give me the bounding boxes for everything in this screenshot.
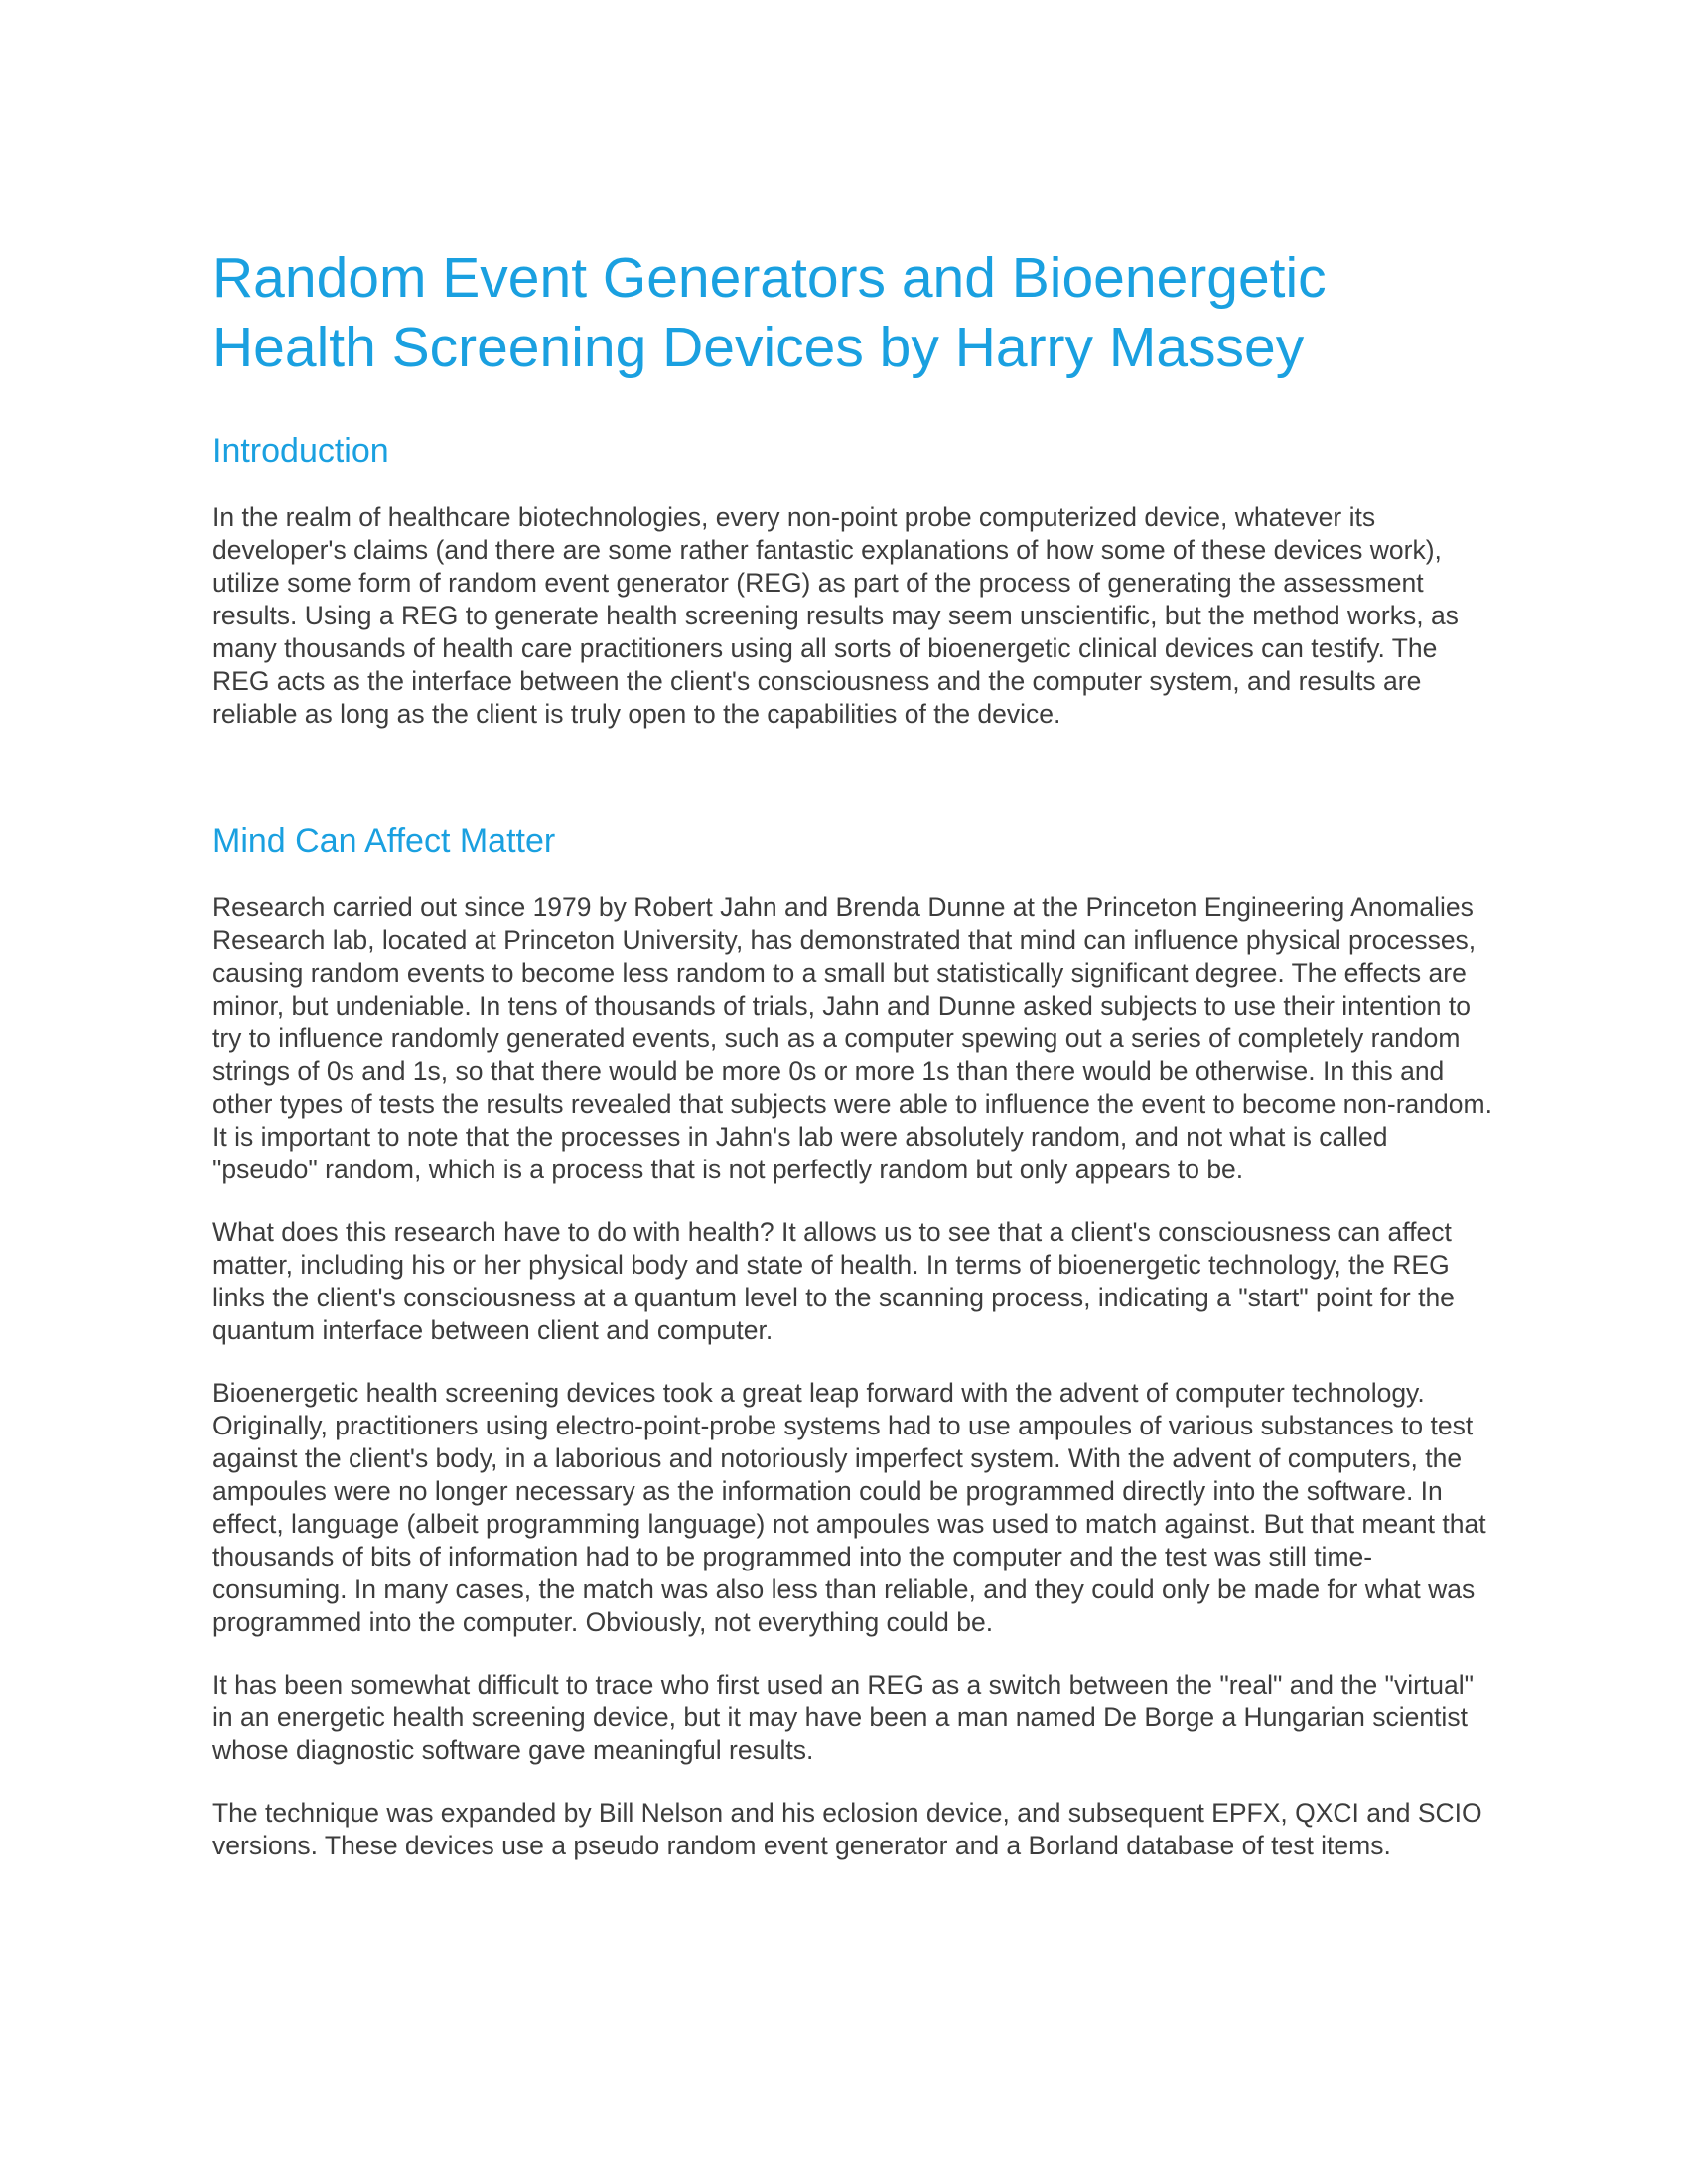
mind-paragraph-1: Research carried out since 1979 by Robert Jahn and Brenda Dunne at the Princeton Engineering Anomalies Research lab, located at Princeton University, has demonstrated that mind can influence physical processes, causing random events to become less random to a small but statistically significant degree. The effects are minor, but undeniable. In tens of thousands of trials, Jahn and Dunne asked subjects to use their intention to try to influence randomly generated events, such as a computer spewing out a series of completely random strings of 0s and 1s, so that there would be more 0s or more 1s than there would be otherwise. In this and other types of tests the results revealed that subjects were able to influence the event to become non-random. It is important to note that the processes in Jahn's lab were absolutely random, and not what is called "pseudo" random, which is a process that is not perfectly random but only appears to be. [212, 892, 1492, 1184]
mind-paragraph-5: The technique was expanded by Bill Nelson and his eclosion device, and subsequent EPFX, QXCI and SCIO versions. These devices use a pseudo random event generator and a Borland database of test items. [212, 1798, 1482, 1860]
section-introduction [212, 430, 1493, 731]
section-heading-mind-can-affect-matter: Mind Can Affect Matter [212, 822, 556, 860]
section-mind-can-affect-matter [212, 820, 1493, 1862]
document-title: Random Event Generators and Bioenergetic Health Screening Devices by Harry Massey [212, 246, 1327, 379]
mind-paragraph-2: What does this research have to do with health? It allows us to see that a client's consciousness can affect matter, including his or her physical body and state of health. In terms of bioenergetic technology, the REG links the client's consciousness at a quantum level to the scanning process, indicating a "start" point for the quantum interface between client and computer. [212, 1217, 1455, 1345]
mind-paragraph-4: It has been somewhat difficult to trace who first used an REG as a switch between the "real" and the "virtual" in an energetic health screening device, but it may have been a man named De Borge a Hungarian scientist whose diagnostic software gave meaningful results. [212, 1670, 1475, 1765]
document-page [212, 243, 1493, 1862]
section-heading-introduction: Introduction [212, 432, 389, 470]
mind-paragraph-3: Bioenergetic health screening devices took a great leap forward with the advent of computer technology. Originally, practitioners using electro-point-probe systems had to use ampoules of various substances to test against the client's body, in a laborious and notoriously imperfect system. With the advent of computers, the ampoules were no longer necessary as the information could be programmed directly into the software. In effect, language (albeit programming language) not ampoules was used to match against. But that meant that thousands of bits of information had to be programmed into the computer and the test was still time-consuming. In many cases, the match was also less than reliable, and they could only be made for what was programmed into the computer. Obviously, not everything could be. [212, 1378, 1486, 1637]
intro-paragraph-1: In the realm of healthcare biotechnologies, every non-point probe computerized device, whatever its developer's claims (and there are some rather fantastic explanations of how some of these devices work), utilize some form of random event generator (REG) as part of the process of generating the assessment results. Using a REG to generate health screening results may seem unscientific, but the method works, as many thousands of health care practitioners using all sorts of bioenergetic clinical devices can testify. The REG acts as the interface between the client's consciousness and the computer system, and results are reliable as long as the client is truly open to the capabilities of the device. [212, 502, 1459, 729]
